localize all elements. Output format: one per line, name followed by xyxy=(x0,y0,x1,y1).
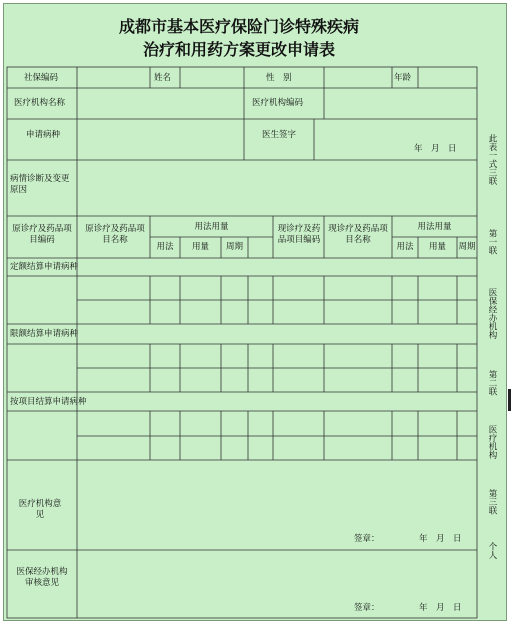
header-orig-method: 用法 xyxy=(156,242,174,252)
label-hospital-code: 医疗机构编码 xyxy=(252,98,304,108)
label-gender: 性 别 xyxy=(266,73,292,83)
section-fixed-quota: 定额结算申请病种 xyxy=(10,262,79,272)
hospital-signature-label: 签章： xyxy=(354,534,380,544)
side-note-second: 第二联 xyxy=(487,370,497,396)
form-grid-lines xyxy=(4,4,508,622)
section-by-item: 按项目结算申请病种 xyxy=(10,397,87,407)
doctor-sign-date: 年 月 日 xyxy=(414,144,457,154)
label-doctor-signature: 医生签字 xyxy=(262,130,297,140)
side-note-individual: 个人 xyxy=(487,541,497,559)
header-orig-period: 周期 xyxy=(225,242,243,252)
header-orig-dose: 用量 xyxy=(191,242,209,252)
label-hospital-name: 医疗机构名称 xyxy=(14,98,66,108)
header-new-usage: 用法用量 xyxy=(417,222,452,232)
form-title-line1: 成都市基本医疗保险门诊特殊疾病 xyxy=(118,17,359,36)
side-note-first: 第一联 xyxy=(487,229,497,255)
side-note-copies: 此表一式三联 xyxy=(487,133,497,185)
side-note-agency: 医保经办机构 xyxy=(487,287,497,339)
label-age: 年龄 xyxy=(394,73,412,83)
header-new-method: 用法 xyxy=(396,242,414,252)
side-distribution-note xyxy=(481,109,503,565)
side-note-hospital: 医疗机构 xyxy=(487,425,497,459)
section-limited-quota: 限额结算申请病种 xyxy=(10,329,79,339)
header-orig-code: 原诊疗及药品项目编码 xyxy=(12,224,72,245)
label-hospital-opinion: 医疗机构意见 xyxy=(18,499,62,520)
label-name: 姓名 xyxy=(154,73,172,83)
header-new-period: 周期 xyxy=(458,242,476,252)
table-border xyxy=(7,67,477,618)
header-orig-usage: 用法用量 xyxy=(194,222,229,232)
scrollbar-marker[interactable] xyxy=(508,389,511,411)
header-new-dose: 用量 xyxy=(428,242,446,252)
header-new-code: 现诊疗及药品项目编码 xyxy=(277,224,321,245)
label-agency-opinion: 医保经办机构审核意见 xyxy=(16,567,68,588)
agency-signature-label: 签章： xyxy=(354,603,380,613)
application-form-sheet xyxy=(3,3,507,621)
hospital-signature-date: 年 月 日 xyxy=(419,534,462,544)
side-note-third: 第三联 xyxy=(487,489,497,515)
header-orig-name: 原诊疗及药品项目名称 xyxy=(85,224,145,245)
label-diagnosis-reason: 病情诊断及变更原因 xyxy=(10,174,70,195)
header-new-name: 现诊疗及药品项目名称 xyxy=(328,224,388,245)
label-social-security-no: 社保编码 xyxy=(24,73,59,83)
label-disease: 申请病种 xyxy=(26,130,61,140)
agency-signature-date: 年 月 日 xyxy=(419,603,462,613)
form-title-line2: 治疗和用药方案更改申请表 xyxy=(142,40,335,59)
